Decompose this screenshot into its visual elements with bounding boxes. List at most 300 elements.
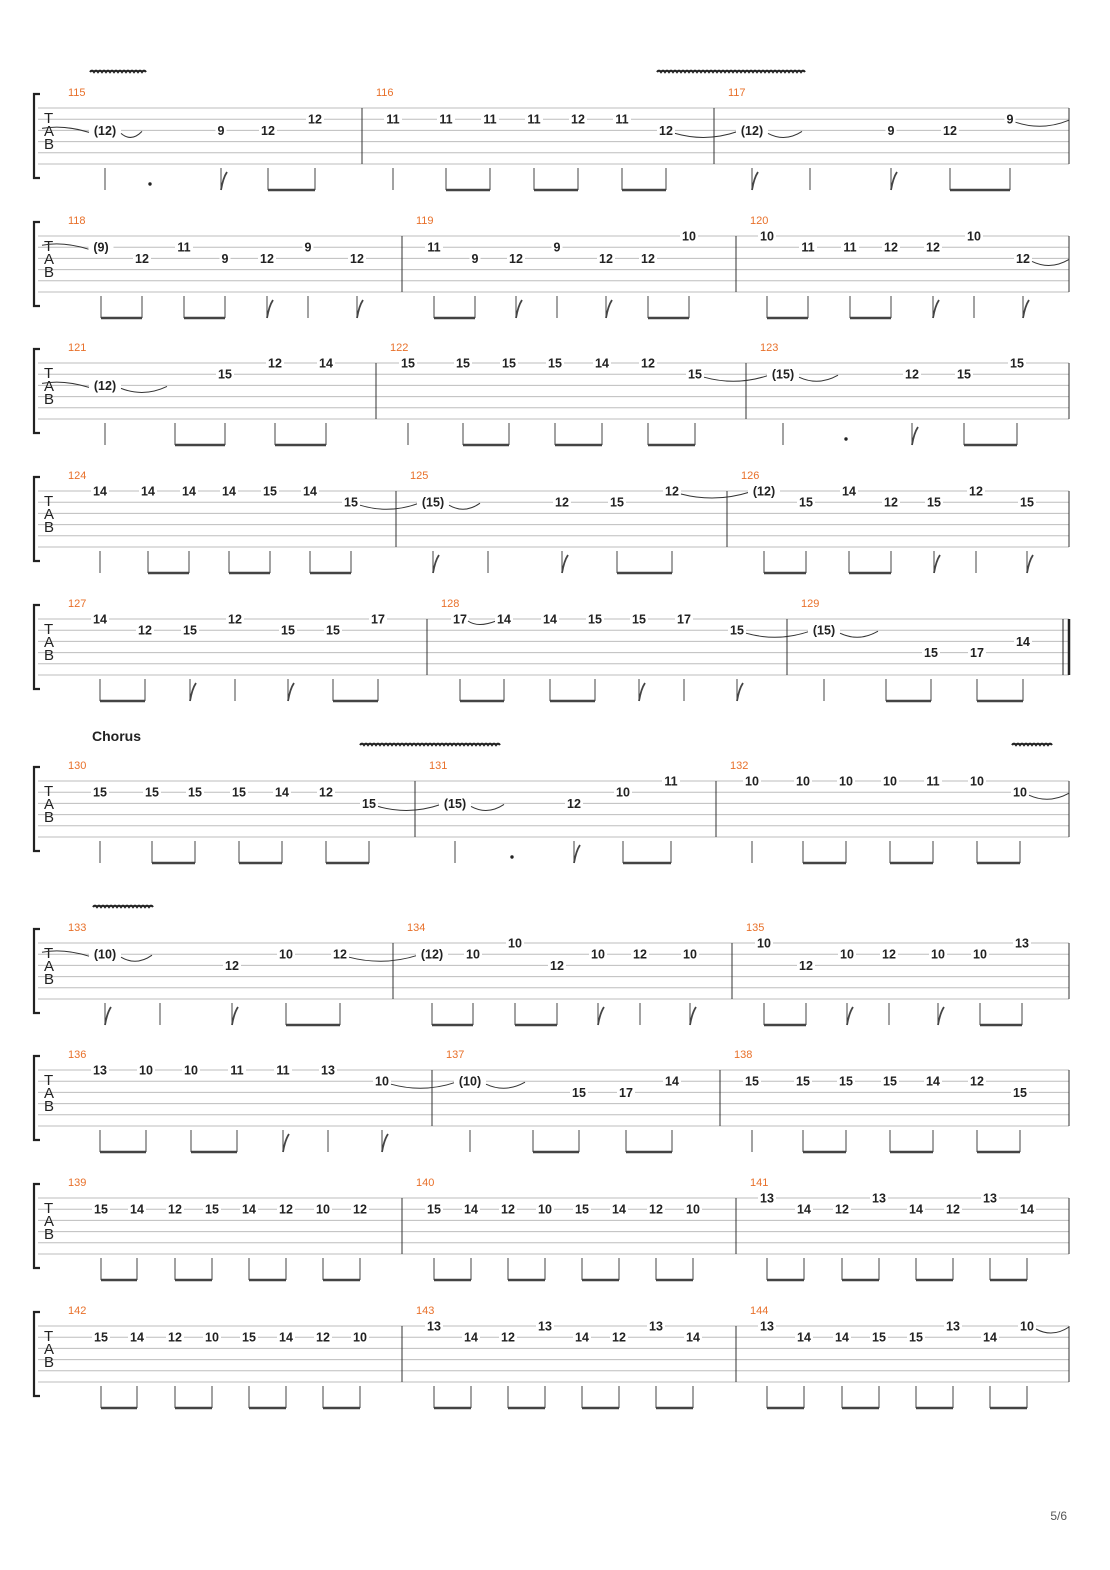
fret-number: 12 [943,123,957,138]
fret-number: 14 [279,1330,293,1345]
fret-number: 11 [926,774,940,789]
fret-number: 11 [801,240,815,255]
fret-number: (15) [443,796,467,811]
fret-number: (10) [93,947,117,962]
fret-number: 15 [326,623,340,638]
fret-number: 12 [665,484,679,499]
rest-dot [510,855,513,858]
fret-number: 11 [427,240,441,255]
fret-number: (15) [812,623,836,638]
eighth-flag [938,1007,944,1025]
fret-number: 14 [797,1330,811,1345]
tab-system [34,71,1069,190]
fret-number: 14 [275,785,289,800]
fret-number: 10 [279,947,293,962]
tab-system [34,1177,1069,1280]
fret-number: 15 [145,785,159,800]
eighth-flag [574,845,580,863]
measure-number: 141 [750,1177,769,1189]
fret-number: 12 [353,1202,367,1217]
fret-number: 14 [1020,1202,1034,1217]
fret-number: 15 [632,612,646,627]
measure [390,342,769,445]
measure [68,760,441,863]
tab-letter-b: B [44,391,55,408]
eighth-flag [690,1007,696,1025]
system-bracket [34,767,40,851]
fret-number: 15 [610,495,624,510]
fret-number: 10 [682,229,696,244]
measure-number: 125 [410,470,429,482]
fret-number: 12 [350,251,364,266]
fret-number: 10 [466,947,480,962]
fret-number: 12 [884,495,898,510]
fret-number: 12 [135,251,149,266]
eighth-flag [639,683,645,701]
tab-letter-t: T [44,493,54,510]
fret-number: 10 [375,1074,389,1089]
fret-number: 11 [483,112,497,127]
measure-number: 144 [750,1305,769,1317]
measure-number: 142 [68,1305,87,1317]
fret-number: 10 [205,1330,219,1345]
fret-number: 11 [615,112,629,127]
tie-arc [675,131,738,137]
fret-number: 12 [969,484,983,499]
tab-letter-b: B [44,647,55,664]
fret-number: 12 [509,251,523,266]
fret-number: 15 [927,495,941,510]
fret-number: 12 [946,1202,960,1217]
measure-number: 115 [68,87,86,99]
fret-number: 15 [799,495,813,510]
fret-number: (12) [93,123,117,138]
measure [760,342,1069,445]
fret-number: 15 [344,495,358,510]
rest-dot [148,182,151,185]
measure [801,598,1069,701]
tab-letter-b: B [44,971,55,988]
fret-number: 10 [616,785,630,800]
measure-number: 127 [68,598,87,610]
measure [728,87,1069,190]
tab-letter-a: A [44,251,55,268]
fret-number: 14 [686,1330,700,1345]
measure [750,1305,1069,1408]
rest-dot [844,437,847,440]
fret-number: 12 [550,958,564,973]
fret-number: 12 [501,1202,515,1217]
fret-number: 11 [664,774,678,789]
tab-letter-t: T [44,1328,54,1345]
tab-letter-t: T [44,1072,54,1089]
fret-number: 15 [1013,1085,1027,1100]
tab-letter-t: T [44,365,54,382]
system-bracket [34,1184,40,1268]
fret-number: 14 [543,612,557,627]
eighth-flag [598,1007,604,1025]
fret-number: 10 [931,947,945,962]
system-bracket [34,929,40,1013]
fret-number: 14 [665,1074,679,1089]
fret-number: 12 [319,785,333,800]
fret-number: 17 [371,612,385,627]
fret-number: 12 [555,495,569,510]
fret-number: 10 [184,1063,198,1078]
fret-number: 10 [745,774,759,789]
fret-number: 10 [139,1063,153,1078]
fret-number: 15 [575,1202,589,1217]
tie-arc [799,375,838,381]
fret-number: 15 [183,623,197,638]
fret-number: 17 [619,1085,633,1100]
tie-arc [360,503,419,509]
fret-number: 12 [641,356,655,371]
fret-number: 15 [588,612,602,627]
fret-number: 9 [304,240,312,255]
measure [42,342,376,445]
tie-arc [349,955,418,961]
tie-arc [471,804,504,810]
fret-number: 13 [649,1319,663,1334]
measure-number: 140 [416,1177,435,1189]
fret-number: 15 [502,356,516,371]
fret-number: 15 [572,1085,586,1100]
tab-system [34,1305,1069,1408]
fret-number: 15 [401,356,415,371]
eighth-flag [516,300,522,318]
fret-number: 9 [887,123,895,138]
measure-number: 135 [746,922,765,934]
vibrato-mark [93,906,153,907]
fret-number: 14 [575,1330,589,1345]
tab-letter-b: B [44,136,55,153]
fret-number: 12 [905,367,919,382]
measure-number: 138 [734,1049,753,1061]
eighth-flag [357,300,363,318]
eighth-flag [934,555,940,573]
tie-arc [121,955,152,961]
fret-number: 10 [757,936,771,951]
fret-number: 15 [957,367,971,382]
measure [446,1049,720,1152]
fret-number: 10 [686,1202,700,1217]
fret-number: 13 [93,1063,107,1078]
eighth-flag [190,683,196,701]
fret-number: 15 [362,796,376,811]
tab-letter-b: B [44,1354,55,1371]
tie-arc [391,1082,456,1088]
fret-number: 12 [168,1202,182,1217]
fret-number: 14 [835,1330,849,1345]
tab-letter-b: B [44,519,55,536]
fret-number: 12 [567,796,581,811]
fret-number: 13 [872,1191,886,1206]
fret-number: 10 [591,947,605,962]
fret-number: 11 [439,112,453,127]
fret-number: 10 [1013,785,1027,800]
measure-number: 143 [416,1305,435,1317]
tab-system [34,598,1069,701]
fret-number: 14 [909,1202,923,1217]
fret-number: 14 [93,484,107,499]
fret-number: 12 [599,251,613,266]
fret-number: 15 [909,1330,923,1345]
fret-number: 14 [842,484,856,499]
fret-number: 15 [242,1330,256,1345]
fret-number: 10 [883,774,897,789]
fret-number: 14 [1016,634,1030,649]
fret-number: 9 [471,251,479,266]
measure [416,1177,736,1280]
fret-number: 14 [497,612,511,627]
tab-letter-a: A [44,634,55,651]
fret-number: 9 [1006,112,1014,127]
tie-arc [768,131,802,137]
fret-number: (10) [458,1074,482,1089]
eighth-flag [433,555,439,573]
fret-number: 15 [1020,495,1034,510]
measure [42,215,402,318]
fret-number: 12 [261,123,275,138]
tab-letter-a: A [44,1213,55,1230]
measure-number: 120 [750,215,769,227]
fret-number: 12 [882,947,896,962]
measure [42,922,418,1025]
fret-number: 12 [260,251,274,266]
tie-arc [704,375,769,381]
fret-number: 13 [1015,936,1029,951]
section-label: Chorus [92,728,141,744]
measure-number: 136 [68,1049,87,1061]
measure [376,87,738,190]
measure-number: 132 [730,760,749,772]
tab-system [34,215,1069,318]
fret-number: 9 [553,240,561,255]
tab-letter-a: A [44,796,55,813]
fret-number: 10 [973,947,987,962]
fret-number: 12 [835,1202,849,1217]
fret-number: 10 [760,229,774,244]
tab-letter-a: A [44,1085,55,1102]
measure [68,470,419,573]
system-bracket [34,605,40,689]
measure [68,1305,402,1408]
fret-number: 15 [1010,356,1024,371]
fret-number: 15 [188,785,202,800]
fret-number: 14 [130,1330,144,1345]
eighth-flag [267,300,273,318]
eighth-flag [232,1007,238,1025]
fret-number: 14 [222,484,236,499]
fret-number: 14 [303,484,317,499]
eighth-flag [221,172,227,190]
fret-number: 12 [138,623,152,638]
fret-number: 15 [93,785,107,800]
fret-number: 12 [659,123,673,138]
system-bracket [34,222,40,306]
measure-number: 117 [728,87,746,99]
eighth-flag [891,172,897,190]
fret-number: 14 [797,1202,811,1217]
fret-number: 14 [130,1202,144,1217]
tab-letter-b: B [44,1098,55,1115]
measure-number: 121 [68,342,87,354]
fret-number: 15 [839,1074,853,1089]
measure [416,1305,736,1408]
eighth-flag [606,300,612,318]
fret-number: 12 [649,1202,663,1217]
tie-arc [449,503,480,509]
tab-letter-b: B [44,809,55,826]
tab-letter-a: A [44,506,55,523]
tab-system [34,906,1069,1025]
tie-arc [1029,793,1069,799]
tab-letter-t: T [44,1200,54,1217]
measure-number: 122 [390,342,409,354]
fret-number: 10 [840,947,854,962]
fret-number: 14 [93,612,107,627]
measure-number: 126 [741,470,760,482]
fret-number: 13 [983,1191,997,1206]
measure-number: 129 [801,598,820,610]
system-bracket [34,477,40,561]
fret-number: 15 [94,1202,108,1217]
fret-number: 14 [983,1330,997,1345]
fret-number: 11 [276,1063,290,1078]
fret-number: 14 [141,484,155,499]
fret-number: 12 [168,1330,182,1345]
measure [730,760,1069,863]
fret-number: 13 [427,1319,441,1334]
measure [429,760,716,863]
measure [407,922,732,1025]
fret-number: 10 [967,229,981,244]
fret-number: 11 [386,112,400,127]
measure [441,598,810,701]
tab-letter-a: A [44,958,55,975]
measure-number: 119 [416,215,434,227]
tie-arc [486,1082,525,1088]
measure-number: 118 [68,215,86,227]
measure-number: 134 [407,922,426,934]
fret-number: 12 [279,1202,293,1217]
fret-number: 15 [456,356,470,371]
fret-number: 15 [232,785,246,800]
tab-letter-t: T [44,238,54,255]
page-number: 5/6 [1050,1509,1067,1523]
measure-number: 130 [68,760,87,772]
tab-letter-t: T [44,945,54,962]
eighth-flag [933,300,939,318]
fret-number: 12 [308,112,322,127]
system-bracket [34,1056,40,1140]
fret-number: 12 [970,1074,984,1089]
fret-number: (12) [93,378,117,393]
fret-number: 14 [319,356,333,371]
fret-number: 10 [796,774,810,789]
fret-number: (9) [93,240,109,255]
tab-letter-t: T [44,621,54,638]
tie-arc [840,631,878,637]
fret-number: 14 [242,1202,256,1217]
system-bracket [34,94,40,178]
eighth-flag [737,683,743,701]
fret-number: 14 [464,1202,478,1217]
tab-system [34,728,1069,863]
fret-number: 12 [612,1330,626,1345]
vibrato-mark [657,71,805,72]
measure [750,215,1069,318]
measure-number: 128 [441,598,460,610]
vibrato-mark [1012,744,1052,745]
fret-number: 12 [884,240,898,255]
fret-number: 15 [730,623,744,638]
eighth-flag [288,683,294,701]
fret-number: 10 [538,1202,552,1217]
measure [68,598,427,701]
fret-number: 17 [453,612,467,627]
fret-number: 9 [217,123,225,138]
tab-system [34,1049,1069,1152]
fret-number: 13 [760,1191,774,1206]
fret-number: 14 [464,1330,478,1345]
eighth-flag [1023,300,1029,318]
eighth-flag [283,1134,289,1152]
eighth-flag [382,1134,388,1152]
fret-number: 13 [760,1319,774,1334]
measure [750,1177,1069,1280]
vibrato-mark [90,71,146,72]
tie-arc [681,492,750,498]
fret-number: 12 [333,947,347,962]
fret-number: 12 [641,251,655,266]
fret-number: 15 [872,1330,886,1345]
tie-arc [378,804,441,810]
fret-number: 15 [281,623,295,638]
fret-number: (12) [740,123,764,138]
tie-arc [746,631,810,637]
fret-number: 10 [970,774,984,789]
fret-number: 17 [677,612,691,627]
tab-system [34,342,1069,445]
fret-number: 17 [970,646,984,661]
fret-number: 12 [1016,251,1030,266]
measure-number: 124 [68,470,87,482]
tie-arc [1016,120,1070,126]
fret-number: 10 [316,1202,330,1217]
eighth-flag [847,1007,853,1025]
fret-number: 13 [946,1319,960,1334]
measure [68,1049,456,1152]
fret-number: 15 [796,1074,810,1089]
fret-number: 10 [508,936,522,951]
fret-number: 10 [683,947,697,962]
fret-number: 11 [527,112,541,127]
measure [42,87,362,190]
fret-number: 11 [230,1063,244,1078]
measure [741,470,1069,573]
system-bracket [34,1312,40,1396]
measure-number: 123 [760,342,779,354]
fret-number: (12) [752,484,776,499]
fret-number: 13 [538,1319,552,1334]
fret-number: 11 [843,240,857,255]
fret-number: 14 [595,356,609,371]
fret-number: 12 [225,958,239,973]
fret-number: 14 [612,1202,626,1217]
measure [734,1049,1069,1152]
